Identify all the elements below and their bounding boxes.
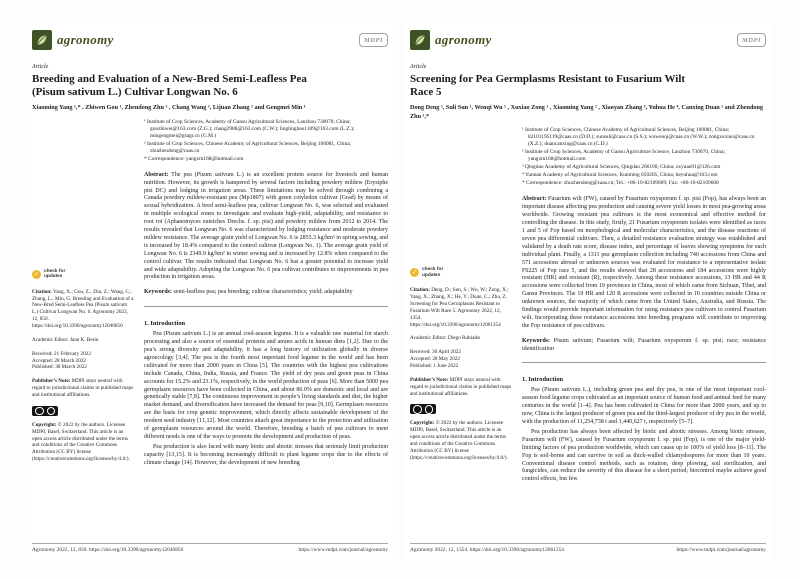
cc-by-license-icon[interactable] <box>32 406 58 416</box>
page1-title-line2: (Pisum sativum L.) Cultivar Longwan No. 6 <box>32 85 238 98</box>
page1-citation: Citation: Yang, X.; Gou, Z.; Zhu, Z.; Wang, C.; Zhang, L.; Min, G. Breeding and Evaluation of a New-Bred Semi-Leafless Pea (Pisum sativum L.) Cultivar Longwan No. 6. Agronomy 2022, 12, 850. https://doi.org/10.3390/agronomy12040850 <box>32 288 134 329</box>
page1-abstract: Abstract: The pea (Pisum sativum L.) is an excellent protein source for livestock and human nutrition. However, its growth is hampered by several factors including powdery mildew (Erysiphe pisi DC) and lodging in irrigation areas. These limitations may be solved through combining a Canada powdery mildew-resistant pea (Mp1807) with green cotyledon cultivar (Grad) by means of sexual hybridization. A bred semi-leafless pea, cultivar Longwan No. 6, was selected and evaluated in multiple ecological zones to investigate and evaluate high-yield, adaptability, and resistance to root rot (Aphanomyces euteiches Drechs. f. sp. pisi) and powdery mildew from 2012 to 2014. The results revealed that Longwan No. 6 was characterized by lodging resistance and moderate powdery mildew resistance. The average grain yield of Longwan No. 6 is 2855.3 kg/hm² in spring sowing, and is increased by 18.4% compared to the control cultivar (Longwan No. 1). The average grain yield of Longwan No. 6 is 2349.9 kg/hm² in winter sowing and is increased by 12.8% when compared to the control cultivar. The results indicated that Longwan No. 6 has a greater potential to increase yield and wide adaptability. Adopting the Longwan No. 6 pea cultivar contributes to improvements in pea production in irrigation areas. <box>144 171 388 281</box>
page1-publishers-note: Publisher’s Note: MDPI stays neutral with regard to jurisdictional claims in published maps and institutional affiliations. <box>32 378 134 398</box>
page2-footer-citation[interactable]: Agronomy 2022, 12, 1354. https://doi.org/10.3390/agronomy12061354 <box>410 547 564 553</box>
article-type-label: Article <box>410 64 427 70</box>
page2-received: Received: 30 April 2022 <box>410 349 461 356</box>
mdpi-logo[interactable]: MDPI <box>359 33 388 47</box>
correspondence-line: * Correspondence: yangxm168@hotmail.com <box>144 155 244 162</box>
page2-footer-journal-url[interactable]: https://www.mdpi.com/journal/agronomy <box>676 547 766 553</box>
page2-title <box>410 73 766 99</box>
page2-citation: Citation: Deng, D.; Sun, S.; Wu, W.; Zong, X.; Yang, X.; Zhang, X.; He, Y.; Duan, C.; Zhu, Z. Screening for Pea Germplasms Resistant to Fusarium Wilt Race 5. Agronomy 2022, 12, 1354. https://doi.org/10.3390/agronomy12061354 <box>410 287 509 328</box>
agronomy-leaf-icon <box>410 30 430 50</box>
correspondence-line: * Correspondence: zhuzhendong@caas.cn; Tel.: +86-10-82109609; Fax: +86-10-82109608 <box>522 180 719 187</box>
page2-affiliations <box>522 127 766 188</box>
page1-intro-paragraph-2: Pea production is also faced with many biotic and abiotic stresses that seriously limit production capacity [13,15]. It is becoming increasingly difficult to plant legume crops due to the effects of climate change [14]. However, the development of new breeding <box>144 443 388 466</box>
page2-header <box>410 30 766 50</box>
page2-title-line2: Race 5 <box>410 85 442 98</box>
mdpi-logo[interactable]: MDPI <box>737 33 766 47</box>
journal-logo-lockup <box>32 30 114 50</box>
cc-circle-icon <box>35 407 44 416</box>
check-for-updates-badge[interactable] <box>32 269 134 280</box>
page2-introduction-section <box>522 376 766 486</box>
page1-footer-journal-url[interactable]: https://www.mdpi.com/journal/agronomy <box>298 547 388 553</box>
page1-academic-editor: Academic Editor: Jane K. Berin <box>32 336 99 343</box>
affiliation-line: ² Institute of Crop Sciences, Academy of Gansu Agriculture Science, Lanzhou 730070, China; yangxm168@hotmail.com <box>522 149 725 163</box>
page2-publishers-note: Publisher’s Note: MDPI stays neutral with regard to jurisdictional claims in published maps and institutional affiliations. <box>410 376 512 397</box>
page1-header <box>32 30 388 50</box>
page2-intro-paragraph-2: Pea production has always been affected by biotic and abiotic stresses. Among biotic stresses, Fusarium wilt (FW), caused by Fusarium oxysporum f. sp. pisi (Fop), is one of the major yield-limiting factors of pea production worldwide, which can cause up to 100% of yield loss [8–11]. The Fop is soil-borne and can survive in soil as thick-walled chlamydospores for more than 10 years. Conventional disease control methods, such as rotation, deep plowing, soil sterilization, and fungicides, can reduce the severity of this disease for a short period; biocontrol maybe achieve good control effects, but few <box>522 428 766 483</box>
page2-abstract: Abstract: Fusarium wilt (FW), caused by Fusarium oxysporum f. sp. pisi (Fop), has always been an important disease affecting pea production and causing severe yield losses in most pea-growing areas worldwide. Growing resistant pea cultivars is the most economical and effective method for controlling the disease. In this study, firstly, 21 Fusarium oxysporum isolates were identified as races 1 and 5 of Fop based on morphological and molecular characteristics, and the disease reactions of seven pea differential cultivars. Then, a detailed resistance evaluation strategy was established and validated by a death rate score, disease index, and percentage of leaves showing symptoms for each individual plant. Finally, a 1311 pea germplasm collection including 740 accessions from China and 571 accessions abroad or unknown sources was evaluated for resistance to a representative isolate F0225 of Fop race 5, and the results showed that 28 accessions and 184 accessions were highly resistant (HR) and resistant (R), respectively. Among these resistance accessions, 13 HR and 44 R accessions were collected from 19 provinces in China, most of which came from Sichuan, Tibet, and Gansu Provinces. The 19 HR and 120 R accessions were collected in 10 countries outside China or unknown sources, the majority of which came from the United States, Australia, and Russia. The findings would provide important information for using resistance pea cultivars to control Fusarium wilt. Incorporating these resistance accessions into breeding programs will contribute to improving the Fop resistance of pea cultivars. <box>522 196 766 329</box>
page2-history <box>410 349 512 370</box>
page1-main-column <box>144 119 388 538</box>
paper-page-1 <box>26 18 394 561</box>
page2-academic-editor: Academic Editor: Diego Rubiales <box>410 335 481 342</box>
page1-affiliations <box>144 119 388 164</box>
by-circle-icon <box>425 405 434 414</box>
affiliation-line: ² Institute of Crop Sciences, Chinese Academy of Agricultural Sciences, Beijing 100081, China; zhuzhendong@caas.cn <box>144 140 352 154</box>
journal-logo-lockup <box>410 30 492 50</box>
page1-section-heading: 1. Introduction <box>144 320 186 328</box>
page2-copyright: Copyright: © 2022 by the authors. Licensee MDPI, Basel, Switzerland. This article is an open access article distributed under the terms and conditions of the Creative Commons Attribution (CC BY) license (https://creativecommons.org/licenses/by/4.0/). <box>410 420 508 461</box>
page1-body <box>32 119 388 538</box>
page1-footer <box>32 543 388 553</box>
page2-sidebar <box>410 127 512 538</box>
page1-title-line1: Breeding and Evaluation of a New-Bred Semi-Leafless Pea <box>32 73 307 85</box>
check-for-updates-badge[interactable] <box>410 267 512 278</box>
page1-introduction-section <box>144 320 388 469</box>
journal-wordmark: agronomy <box>435 32 492 47</box>
page1-keywords: Keywords: semi-leafless pea; pea breeding; cultivar characteristics; yield; adaptability <box>144 289 388 307</box>
update-check-icon: ✓ <box>411 269 418 277</box>
check-for-updates-label: check for updates <box>422 267 444 278</box>
page2-body <box>410 127 766 538</box>
page1-authors: Xiaoming Yang ¹,* , Zhiwen Gou ¹, Zhendong Zhu ² , Chang Wang ¹, Lijuan Zhang ¹ and Gengmei Min ¹ <box>32 103 306 111</box>
by-circle-icon <box>47 407 56 416</box>
page2-intro-paragraph-1: Pea (Pisum sativum L.), including green pea and dry pea, is one of the most important cool-season food legume crops cultivated as an important source of human food and animal feed for many centuries in the world [1–4]. Pea has been cultivated in China for more than 2000 years, and up to now, China is the largest producer of green pea and the third-largest producer of dry pea in the world, with the production of 11,254,738 t and 1,440,627 t, respectively [5–7]. <box>522 387 766 426</box>
page2-footer <box>410 543 766 553</box>
affiliation-line: ¹ Institute of Crop Sciences, Chinese Academy of Agricultural Sciences, Beijing 100081, China; 82101195119@caas.cn (D.D.); sunsuli@caas.cn (S.S.); wuwenqi@caas.cn (W.W.); zongxuxiao@caas.cn (X.Z.); duancanxing@caas.cn (C.D.) <box>522 127 755 148</box>
affiliation-line: ³ Qingdao Academy of Agricultural Sciences, Qingdao 266100, China; zxyuan91@126.com <box>522 164 721 171</box>
page2-section-heading: 1. Introduction <box>522 376 564 384</box>
page1-intro-paragraph-1: Pea (Pisum sativum L.) is an annual cool-season legume. It is a valuable raw material for starch processing and also a source of essential proteins and amino acids in human diets [1,2]. Due to the pea’s strong diversity and adaptability, it has a long history of utilization globally in diverse agroecology [3,4]. The pea is the fourth most important food legume in the world and has been cultivated for more than 2000 years in China [5]. The countries with the highest pea cultivations include Canada, China, India, Russia, and France. The yield of dry peas and green peas in China accounts for 15.2% and 23.1%, respectively, in the world production of peas [6]. More than 5000 pea germplasm resources have been collected in China, and about 80.0% are domestic and local and are genetically stable [7,8]. The continuous improvement in people’s living standards and diet, the higher market demand, and diversification have increased the demand for peas [9,10]. Germplasm resources are the basis for crop genetic improvement, which directly affects sustainable development of the modern seed industry [11,12]. Most countries attach great importance to the protection and utilization of germplasm resources around the world. Therefore, breeding a batch of pea cultivars to meet different needs is one of the ways to promote the development and production of peas. <box>144 331 388 440</box>
page2-published: Published: 1 June 2022 <box>410 363 459 370</box>
page2-title-line1: Screening for Pea Germplasms Resistant to Fusarium Wilt <box>410 73 686 85</box>
journal-wordmark: agronomy <box>57 32 114 47</box>
update-check-icon: ✓ <box>33 270 40 278</box>
affiliation-line: ¹ Institute of Crop Sciences, Academy of Gansu Agricultural Sciences, Lanzhou 730070, China; gouzhiwei@163.com (Z.G.); chang2988@163.com (C.W.); linglinghao1109@163.com (L.Z.); mingengmei@gsagr.cn (G.M.) <box>144 118 355 139</box>
check-for-updates-label: check for updates <box>44 268 66 280</box>
cc-by-license-icon[interactable] <box>410 404 436 414</box>
page2-accepted: Accepted: 28 May 2022 <box>410 356 460 363</box>
page2-main-column <box>522 127 766 538</box>
page2-keywords: Keywords: Pisum sativum; Fusarium wilt; Fusarium oxysporum f. sp. pisi; race; resistance identification <box>522 338 766 364</box>
page1-accepted: Accepted: 28 March 2022 <box>32 357 87 364</box>
article-type-label: Article <box>32 64 49 70</box>
page1-sidebar <box>32 119 134 538</box>
page1-history <box>32 351 134 372</box>
paper-page-2 <box>404 18 772 561</box>
cc-circle-icon <box>413 405 422 414</box>
page1-title <box>32 73 388 99</box>
page1-received: Received: 21 February 2022 <box>32 350 91 357</box>
agronomy-leaf-icon <box>32 30 52 50</box>
page1-copyright: Copyright: © 2022 by the authors. Licensee MDPI, Basel, Switzerland. This article is an open access article distributed under the terms and conditions of the Creative Commons Attribution (CC BY) license (https://creativecommons.org/licenses/by/4.0/). <box>32 421 130 463</box>
page2-authors: Dong Deng ¹, Suli Sun ¹, Wenqi Wu ¹ , Xuxiao Zong ¹ , Xiaoming Yang ² , Xiaoyan Zhang ³, Yuhua He ⁴, Canxing Duan ¹ and Zhendong Zhu ¹,* <box>410 103 764 120</box>
affiliation-line: ⁴ Yunnan Academy of Agricultural Sciences, Kunming 650205, China; heyuhua@163.com <box>522 172 718 179</box>
page1-published: Published: 30 March 2022 <box>32 364 87 371</box>
page1-footer-citation[interactable]: Agronomy 2022, 12, 850. https://doi.org/10.3390/agronomy12040850 <box>32 547 184 553</box>
